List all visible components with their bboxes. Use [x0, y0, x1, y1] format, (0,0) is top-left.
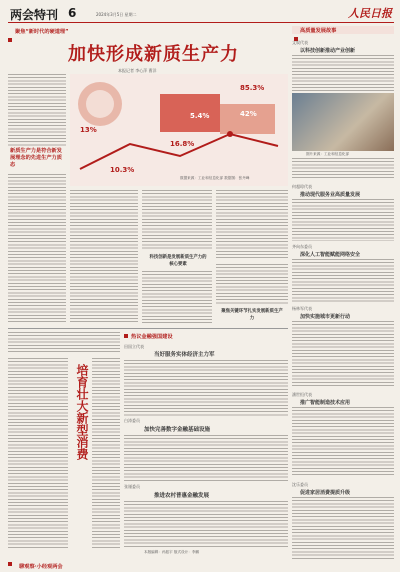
- item1-text: [292, 55, 394, 91]
- item4-text: [292, 321, 394, 387]
- main-headline: 加快形成新质生产力: [68, 44, 239, 65]
- body-text-col3: [142, 190, 212, 250]
- main-story: [8, 26, 288, 326]
- bottom-left-tag: [8, 553, 120, 570]
- item1-title: 以科技创新推动产业创新: [300, 48, 356, 54]
- item6-text: [292, 497, 394, 559]
- b2-text: [124, 435, 288, 481]
- stat-4: 42%: [240, 110, 257, 118]
- bl-text-1: [8, 332, 120, 354]
- section-title: 两会特刊: [10, 8, 59, 22]
- finance-section: [124, 332, 288, 558]
- item1-photo: [292, 93, 394, 151]
- photo-caption: 图片来源：工业和信息化部: [306, 152, 350, 156]
- item1-text2: [292, 158, 394, 180]
- stat-1: 13%: [80, 126, 97, 134]
- masthead-logo: 人民日报: [348, 7, 392, 20]
- b1-label: 田国立代表: [124, 344, 144, 349]
- story-tag: 聚焦“新时代的硬道理”: [15, 29, 69, 35]
- item3-title: 深化人工智能赋能网络安全: [300, 252, 361, 258]
- b1-title: 当好服务实体经济主力军: [154, 352, 215, 358]
- infographic-caption: 数据来源：工业和信息化部 数据图：张丹峰: [180, 176, 250, 180]
- page-header: [8, 5, 394, 23]
- stat-6: 10.3%: [110, 166, 135, 174]
- item5-text: [292, 407, 394, 477]
- bottom-rule: [8, 328, 288, 329]
- item3-text: [292, 259, 394, 303]
- right-column: [292, 26, 394, 562]
- infographic: [70, 74, 288, 186]
- item1-label: 文娱代表: [292, 40, 308, 45]
- body-text-col3b: [142, 271, 212, 324]
- b3-text: [124, 501, 288, 547]
- item2-title: 推动现代服务业高质量发展: [300, 192, 361, 198]
- item5-title: 推广智能制造技术应用: [300, 400, 351, 406]
- item5-label: 潘世恒代表: [292, 392, 312, 397]
- header-rule: [8, 22, 394, 23]
- bl-text-3: [92, 358, 120, 548]
- item4-title: 加快实施城市更新行动: [300, 314, 351, 320]
- credits: 本版编辑：孙振宇 版式设计：李鹏: [144, 550, 200, 554]
- subhead-2: 科技创新是发展新质生产力的核心要素: [149, 255, 207, 267]
- vertical-title: 培育壮大新型消费: [75, 364, 89, 460]
- item2-text: [292, 199, 394, 241]
- subhead-3: 聚焦关键环节扎实发展新质生产力: [221, 309, 283, 321]
- story-tag-icon: [8, 29, 14, 48]
- body-text-col1: [8, 74, 66, 146]
- item4-label: 杨林军代表: [292, 306, 312, 311]
- finance-icon: [124, 334, 128, 338]
- item2-label: 何超琼代表: [292, 184, 312, 189]
- issue-date: 2024年3月5日 星期二: [96, 12, 137, 17]
- bottom-left: [8, 332, 120, 554]
- b3-label: 张谨委员: [124, 484, 140, 489]
- body-text-col4: [216, 190, 288, 260]
- item6-label: 沈乐委员: [292, 482, 308, 487]
- body-text-col4b: [216, 264, 288, 304]
- stat-2: 5.4%: [190, 112, 210, 120]
- right-section-title: 高质量发展故事: [300, 28, 337, 34]
- subhead-1: 新质生产力是符合新发展理念的先进生产力质态: [10, 148, 62, 168]
- finance-section-title: 热议金融强国建设: [131, 334, 173, 340]
- bl-text-2: [8, 358, 68, 548]
- item6-title: 促进家居消费提质升级: [300, 490, 351, 496]
- body-text-col1b: [8, 174, 66, 324]
- b3-title: 推进农村普惠金融发展: [154, 493, 210, 499]
- byline: 本报记者 李心萍 曹洋: [118, 68, 157, 73]
- bottom-tag-text: 聊观察·小经观两会: [19, 564, 63, 570]
- b2-label: 白涛委员: [124, 418, 140, 423]
- page-number: 6: [68, 6, 77, 20]
- item3-label: 齐向东委员: [292, 244, 312, 249]
- b1-text: [124, 360, 288, 416]
- stat-5: 16.8%: [170, 140, 195, 148]
- b2-title: 加快完善数字金融基础设施: [144, 427, 211, 433]
- body-text-col2: [70, 190, 138, 324]
- stat-3: 85.3%: [240, 84, 265, 92]
